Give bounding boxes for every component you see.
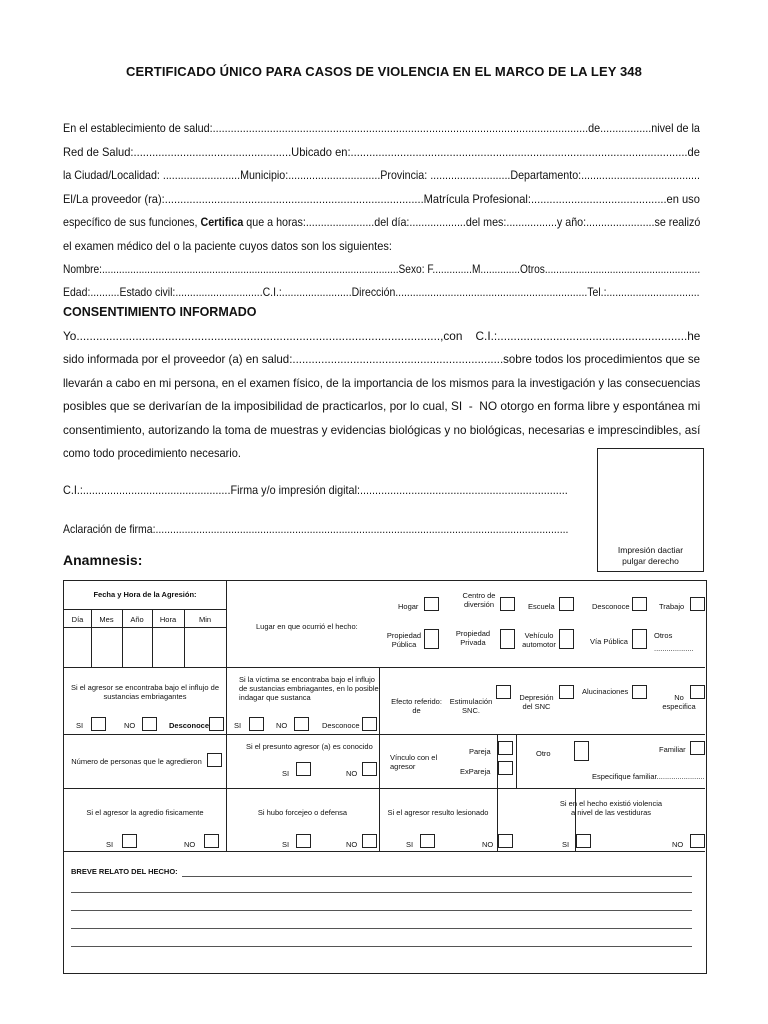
effect-unspecified-label: No especifica: [662, 693, 696, 711]
place-escuela-checkbox[interactable]: [559, 597, 574, 611]
effect-hallucinations-box[interactable]: [632, 685, 647, 699]
thumbprint-label: Impresión dactiar pulgar derecho: [617, 545, 684, 566]
clothing-violence-no-box[interactable]: [690, 834, 705, 848]
known-aggressor-si: SI: [282, 769, 290, 778]
place-centro-label: Centro de diversión: [462, 591, 496, 609]
place-trabajo-label: Trabajo: [659, 602, 685, 611]
struggle-label: Si hubo forcejeo o defensa: [257, 808, 348, 817]
aggressor-injured-si-box[interactable]: [420, 834, 435, 848]
row-divider: [64, 788, 705, 789]
col-hora: Hora: [159, 615, 177, 624]
signature-clarification-line: Aclaración de firma:..............................................................................................................................................: [63, 522, 569, 536]
consent-line: posibles que se derivarían de la imposibilidad de practicarlos, por lo cual, SI - NO otorgo en forma libre y espontánea mi: [63, 399, 701, 413]
relationship-ex-partner-box[interactable]: [498, 761, 513, 775]
col-dia: Día: [71, 615, 84, 624]
brief-account-line[interactable]: [71, 892, 692, 893]
victim-influence-no: NO: [276, 721, 288, 730]
line-city: la Ciudad/Localidad: ..........................Municipio:...............................Provincia: ...........................Departamento:........................................: [63, 168, 700, 182]
relationship-other-box[interactable]: [574, 741, 589, 761]
col-divider: [226, 581, 227, 667]
aggressor-influence-si-box[interactable]: [91, 717, 106, 731]
anamnesis-heading: Anamnesis:: [63, 552, 143, 568]
anamnesis-table: [63, 580, 707, 974]
line-age-address: Edad:..........Estado civil:..............................C.I.:........................Dirección..................................................................Tel.:................................: [63, 285, 700, 299]
consent-line: sido informada por el proveedor (a) en salud:..................................................................sobre todos los procedimientos que se: [63, 352, 700, 366]
place-prop-privada-label: Propiedad Privada: [455, 629, 491, 647]
place-escuela-label: Escuela: [528, 602, 555, 611]
brief-account-label: BREVE RELATO DEL HECHO:: [71, 867, 178, 876]
place-trabajo-checkbox[interactable]: [690, 597, 705, 611]
physical-aggression-si-box[interactable]: [122, 834, 137, 848]
place-via-publica-checkbox[interactable]: [632, 629, 647, 649]
known-aggressor-no-box[interactable]: [362, 762, 377, 776]
effect-depression-label: Depresión del SNC: [519, 693, 554, 711]
line-establishment: En el establecimiento de salud:.............................................................................................................................de.................nivel de la: [63, 121, 700, 135]
physical-aggression-no: NO: [184, 840, 196, 849]
consent-line: llevarán a cabo en mi persona, en el examen físico, de la importancia de los mismos para la investigación y las consecuencias: [63, 376, 701, 390]
place-prop-publica-checkbox[interactable]: [424, 629, 439, 649]
line-patient-intro: el examen médico del o la paciente cuyos datos son los siguientes:: [63, 239, 392, 253]
clothing-violence-si: SI: [562, 840, 570, 849]
effect-depression-box[interactable]: [559, 685, 574, 699]
num-attackers-label: Número de personas que le agredieron: [71, 757, 202, 766]
place-desconoce-checkbox[interactable]: [632, 597, 647, 611]
physical-aggression-si: SI: [106, 840, 114, 849]
date-header-top: [64, 609, 226, 610]
known-aggressor-si-box[interactable]: [296, 762, 311, 776]
relationship-family-box[interactable]: [690, 741, 705, 755]
physical-aggression-no-box[interactable]: [204, 834, 219, 848]
aggressor-influence-no: NO: [124, 721, 136, 730]
row-divider: [64, 734, 705, 735]
line-certifies: específico de sus funciones, Certifica que a horas:.......................del día:...................del mes:.................y año:.......................se realizó: [63, 215, 701, 229]
place-centro-checkbox[interactable]: [500, 597, 515, 611]
physical-aggression-label: Si el agresor la agredio fisicamente: [86, 808, 204, 817]
effect-label: Efecto referido: de: [391, 697, 442, 715]
col-divider: [226, 667, 227, 851]
col-ano: Año: [130, 615, 144, 624]
place-vehiculo-checkbox[interactable]: [559, 629, 574, 649]
victim-influence-label: Si la víctima se encontraba bajo el influjo de sustancias embriagantes, en lo posible indagar que sustanca: [239, 675, 379, 702]
relationship-partner-box[interactable]: [498, 741, 513, 755]
struggle-no-box[interactable]: [362, 834, 377, 848]
effect-unspecified-box[interactable]: [690, 685, 705, 699]
aggressor-injured-si: SI: [406, 840, 414, 849]
brief-account-line[interactable]: [71, 946, 692, 947]
struggle-si-box[interactable]: [296, 834, 311, 848]
col-min: Min: [198, 615, 212, 624]
consent-line: como todo procedimiento necesario.: [63, 446, 241, 460]
victim-influence-si: SI: [234, 721, 242, 730]
victim-influence-desconoce: Desconoce: [322, 721, 360, 730]
aggressor-injured-no: NO: [482, 840, 494, 849]
line-health-network: Red de Salud:...................................................Ubicado en:.............................................................................................................de: [63, 145, 700, 159]
relationship-ex-partner-label: ExPareja: [460, 767, 491, 776]
victim-influence-no-box[interactable]: [294, 717, 309, 731]
clothing-violence-no: NO: [672, 840, 684, 849]
brief-account-line[interactable]: [71, 910, 692, 911]
effect-hallucinations-label: Alucinaciones: [582, 687, 629, 696]
consent-line: consentimiento, autorizando la toma de muestras y evidencias biológicas y no biológicas, necesarias e imprescindibles, así: [63, 423, 701, 437]
victim-influence-si-box[interactable]: [249, 717, 264, 731]
aggressor-influence-desconoce-box[interactable]: [209, 717, 224, 731]
place-vehiculo-label: Vehículo automotor: [522, 631, 556, 649]
consent-line: Yo...............................................................................................................,con C.I.:..........................................................he: [63, 329, 701, 343]
place-label: Lugar en que ocurrió el hecho:: [256, 622, 358, 631]
aggressor-influence-label: Si el agresor se encontraba bajo el influjo de sustancias embriagantes: [70, 683, 219, 701]
known-aggressor-no: NO: [346, 769, 358, 778]
place-desconoce-label: Desconoce: [592, 602, 630, 611]
place-otros-line: ...................: [654, 644, 694, 653]
col-mes: Mes: [99, 615, 114, 624]
known-aggressor-label: Si el presunto agresor (a) es conocido: [246, 742, 373, 751]
certificate-title: CERTIFICADO ÚNICO PARA CASOS DE VIOLENCIA EN EL MARCO DE LA LEY 348: [126, 64, 642, 79]
aggressor-injured-label: Si el agresor resulto lesionado: [387, 808, 489, 817]
relationship-label: Vínculo con el agresor: [390, 753, 438, 771]
victim-influence-desconoce-box[interactable]: [362, 717, 377, 731]
place-hogar-checkbox[interactable]: [424, 597, 439, 611]
row-divider: [64, 667, 705, 668]
row-divider: [64, 851, 705, 852]
date-time-title: Fecha y Hora de la Agresión:: [93, 590, 197, 599]
brief-account-line[interactable]: [182, 876, 692, 877]
aggressor-influence-no-box[interactable]: [142, 717, 157, 731]
line-provider: El/La proveedor (ra):....................................................................................Matrícula Profesional:............................................en uso: [63, 192, 700, 206]
thumbprint-box: [597, 448, 704, 572]
effect-stimulation-label: Estimulación SNC.: [449, 697, 493, 715]
relationship-partner-label: Pareja: [469, 747, 491, 756]
clothing-violence-label: Si en el hecho existió violencia a nivel de las vestiduras: [559, 799, 663, 817]
aggressor-influence-si: SI: [76, 721, 84, 730]
struggle-no: NO: [346, 840, 358, 849]
brief-account-line[interactable]: [71, 928, 692, 929]
date-header-bottom: [64, 627, 226, 628]
clothing-violence-si-box[interactable]: [576, 834, 591, 848]
signature-line: C.I.:.................................................Firma y/o impresión digital:.....................................................................: [63, 483, 568, 497]
relationship-family-specify: Especifique familiar.......................: [592, 772, 705, 781]
consent-heading: CONSENTIMIENTO INFORMADO: [63, 305, 257, 319]
col-divider: [516, 734, 517, 788]
place-prop-publica-label: Propiedad Pública: [386, 631, 422, 649]
line-name-sex: Nombre:.........................................................................................................Sexo: F..............M..............Otros.......................................................: [63, 262, 701, 276]
relationship-other-label: Otro: [536, 749, 551, 758]
col-divider: [379, 667, 380, 851]
place-hogar-label: Hogar: [398, 602, 419, 611]
place-via-publica-label: Vía Pública: [590, 637, 628, 646]
num-attackers-box[interactable]: [207, 753, 222, 767]
aggressor-injured-no-box[interactable]: [498, 834, 513, 848]
place-prop-privada-checkbox[interactable]: [500, 629, 515, 649]
struggle-si: SI: [282, 840, 290, 849]
relationship-family-label: Familiar: [659, 745, 686, 754]
place-otros-label: Otros: [654, 631, 673, 640]
effect-stimulation-box[interactable]: [496, 685, 511, 699]
aggressor-influence-desconoce: Desconoce: [169, 721, 210, 730]
